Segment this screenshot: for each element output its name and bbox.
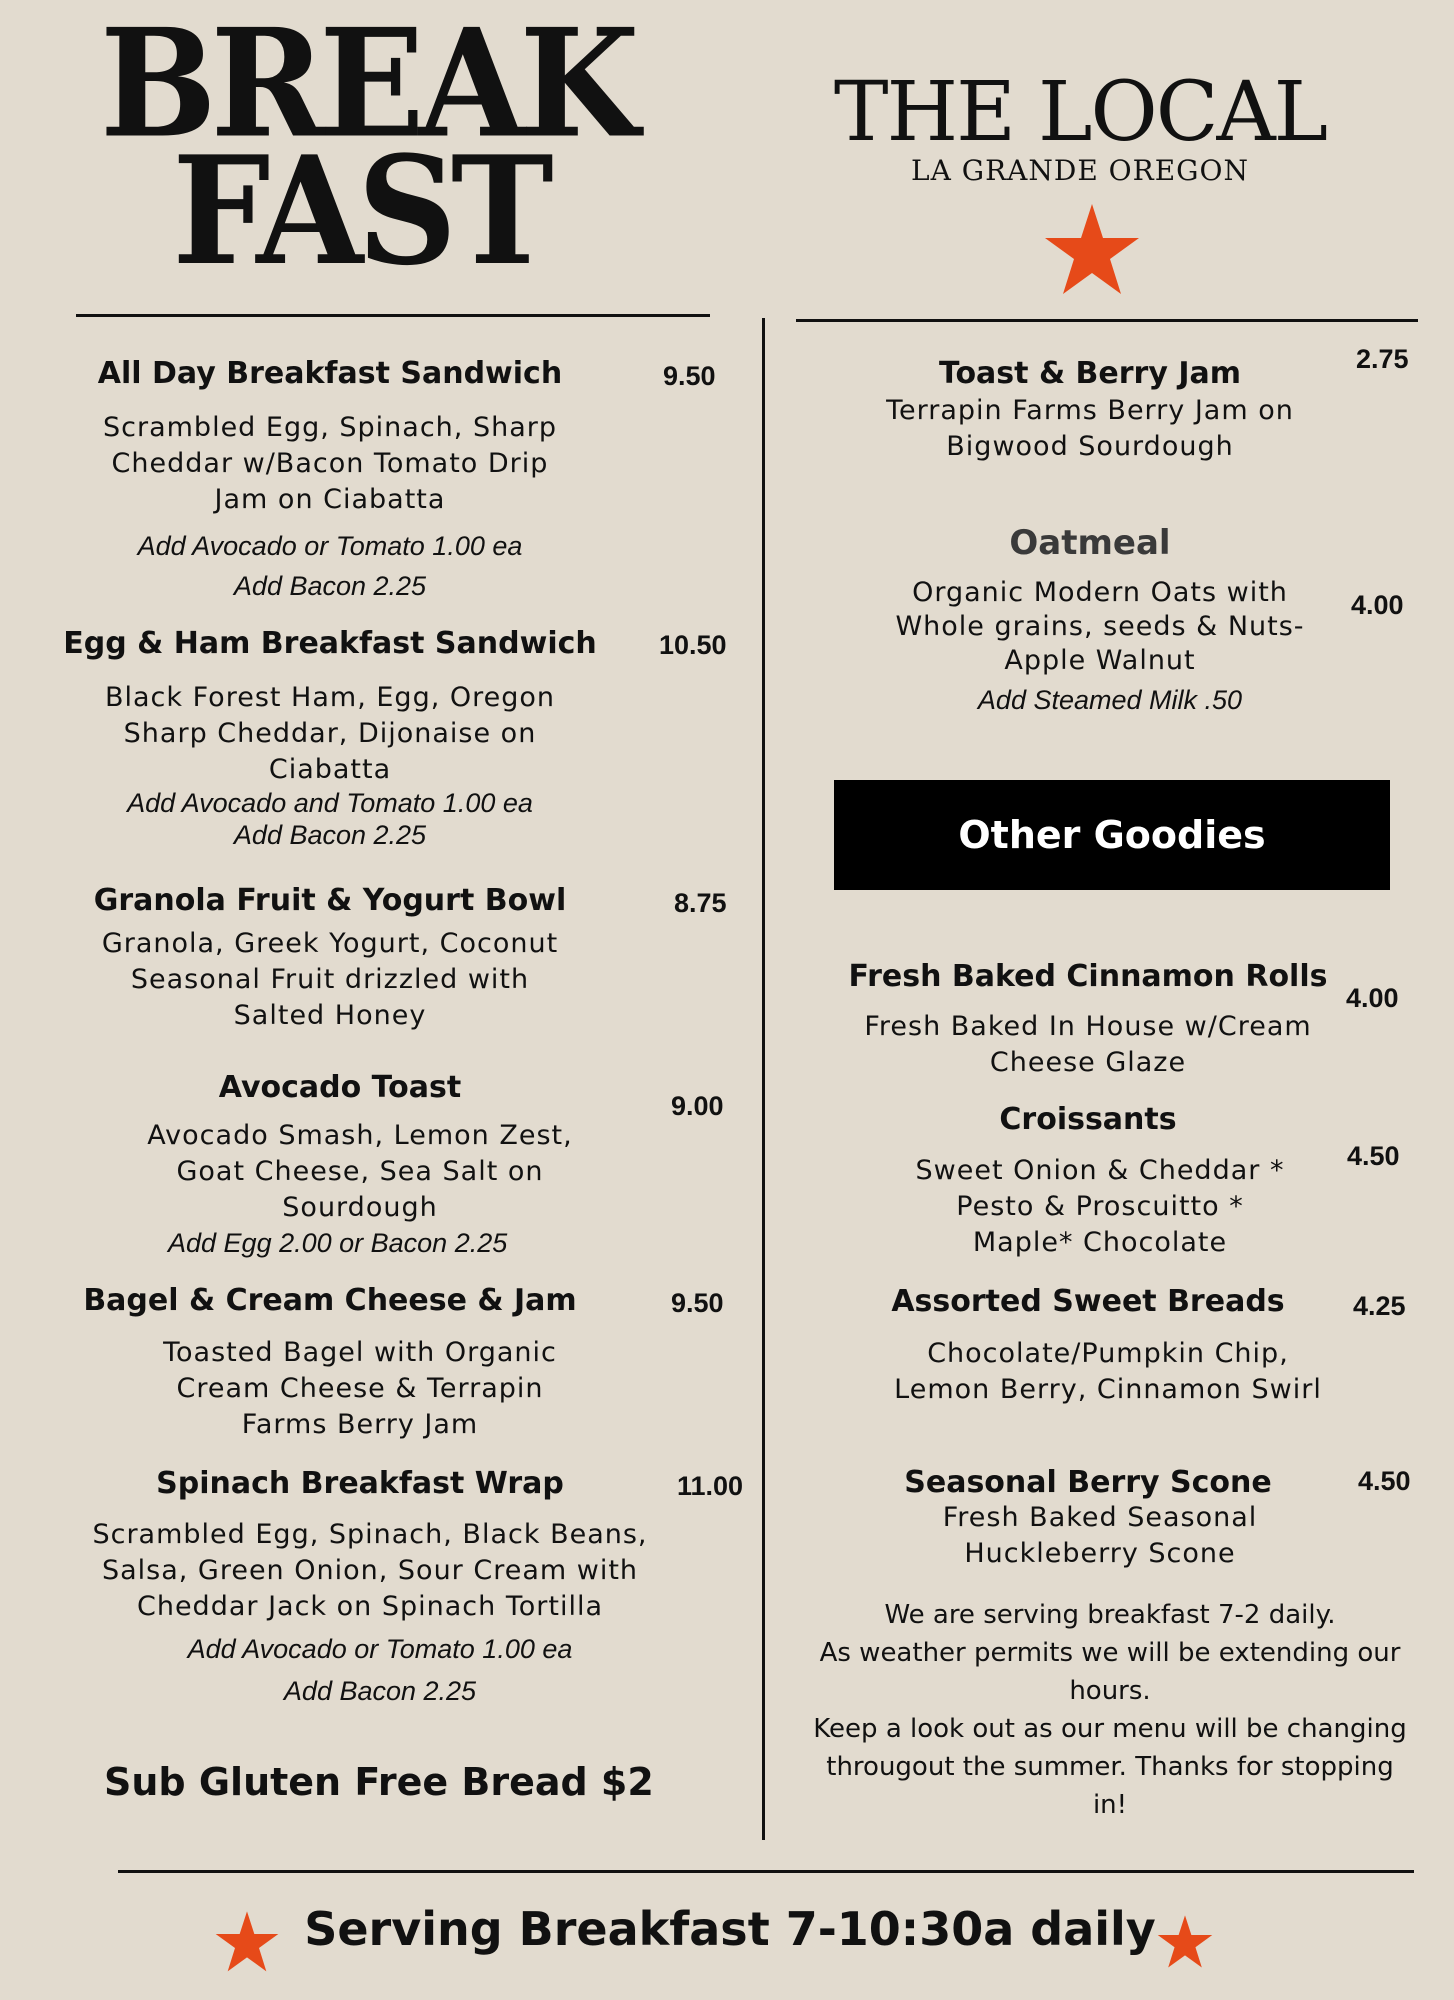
star-icon [213,1910,281,1974]
description-line: Jam on Ciabatta [214,484,446,515]
addon-line: Add Avocado or Tomato 1.00 ea [137,531,523,561]
menu-item-price: 4.00 [1346,983,1399,1013]
brand-location: LA GRANDE OREGON [911,154,1249,187]
note-line: As weather permits we will be extending our [819,1638,1401,1668]
menu-item-name: Fresh Baked Cinnamon Rolls [848,959,1328,994]
description-line: Lemon Berry, Cinnamon Swirl [894,1374,1322,1405]
description-line: Organic Modern Oats with [912,577,1288,608]
description-line: Maple* Chocolate [972,1227,1228,1258]
menu-item-name: All Day Breakfast Sandwich [97,356,563,391]
menu-item-price: 9.50 [671,1288,724,1318]
description-line: Cheddar Jack on Spinach Tortilla [136,1591,603,1622]
addon-line: Add Egg 2.00 or Bacon 2.25 [168,1228,508,1258]
menu-item-addons [90,1227,630,1259]
divider [796,319,1418,322]
description-line: Huckleberry Scone [964,1538,1236,1569]
description-line: Cheddar w/Bacon Tomato Drip [111,448,549,479]
menu-item-name: Avocado Toast [218,1070,462,1105]
description-line: Salsa, Green Onion, Sour Cream with [101,1555,639,1586]
description-line: Salted Honey [233,1000,427,1031]
description-line: Apple Walnut [1004,645,1196,676]
description-line: Chocolate/Pumpkin Chip, [927,1338,1289,1369]
menu-item-price: 8.75 [674,888,727,918]
other-goodies-heading: Other Goodies [834,780,1390,890]
menu-item-addons [60,787,600,851]
description-line: Toasted Bagel with Organic [163,1337,557,1368]
menu-item-description [830,1500,1370,1572]
menu-item-description [90,1118,630,1226]
description-line: Farms Berry Jam [241,1409,479,1440]
addon-line: Add Bacon 2.25 [233,820,427,850]
serving-hours-banner: Serving Breakfast 7-10:30a daily [304,1902,1156,1956]
description-line: Whole grains, seeds & Nuts- [895,611,1305,642]
menu-title-line2: FAST [172,122,548,299]
addon-line: Add Avocado or Tomato 1.00 ea [187,1634,573,1664]
menu-item-description [90,1335,630,1443]
menu-item-addons [60,526,600,606]
menu-item-price: 4.00 [1351,590,1404,620]
menu-item-name: Granola Fruit & Yogurt Bowl [93,883,567,918]
menu-item-description [818,1009,1358,1081]
menu-item-price: 11.00 [677,1471,744,1501]
menu-item-addons [100,1628,660,1712]
gluten-free-note: Sub Gluten Free Bread $2 [104,1760,654,1804]
star-icon [1042,202,1142,298]
addon-line: Add Steamed Milk .50 [977,685,1243,715]
menu-item-price: 4.50 [1358,1466,1411,1496]
description-line: Fresh Baked Seasonal [942,1502,1258,1533]
menu-item-description [90,1517,650,1625]
description-line: Ciabatta [268,754,392,785]
note-line: througout the summer. Thanks for stopping [826,1752,1394,1782]
menu-item-description [60,410,600,518]
brand-name: THE LOCAL [833,65,1327,160]
description-line: Scrambled Egg, Spinach, Black Beans, [92,1519,648,1550]
menu-item-price: 9.50 [663,361,716,391]
description-line: Cheese Glaze [989,1047,1187,1078]
note-line: in! [1092,1790,1128,1820]
menu-title-line1: BREAK [100,0,634,172]
menu-item-price: 4.25 [1353,1291,1406,1321]
hours-note [800,1596,1420,1824]
menu-item-name: Egg & Ham Breakfast Sandwich [63,626,597,661]
menu-item-name: Croissants [999,1102,1177,1137]
description-line: Black Forest Ham, Egg, Oregon [104,682,556,713]
description-line: Pesto & Proscuitto * [956,1191,1244,1222]
description-line: Sweet Onion & Cheddar * [915,1155,1285,1186]
description-line: Fresh Baked In House w/Cream [864,1011,1312,1042]
description-line: Scrambled Egg, Spinach, Sharp [103,412,557,443]
note-line: Keep a look out as our menu will be changing [813,1714,1407,1744]
description-line: Sharp Cheddar, Dijonaise on [123,718,537,749]
note-line: hours. [1069,1676,1151,1706]
menu-item-price: 2.75 [1356,344,1409,374]
divider [118,1870,1414,1873]
column-divider [762,318,765,1840]
note-line: We are serving breakfast 7-2 daily. [884,1600,1336,1630]
addon-line: Add Bacon 2.25 [283,1676,477,1706]
menu-item-name: Oatmeal [1009,523,1171,563]
menu-item-name: Assorted Sweet Breads [891,1284,1285,1319]
description-line: Sourdough [282,1192,438,1223]
menu-item-name: Toast & Berry Jam [938,356,1242,391]
description-line: Goat Cheese, Sea Salt on [176,1156,544,1187]
menu-item-description [60,926,600,1034]
menu-item-price: 4.50 [1347,1141,1400,1171]
description-line: Bigwood Sourdough [946,431,1234,462]
description-line: Terrapin Farms Berry Jam on [886,395,1294,426]
description-line: Avocado Smash, Lemon Zest, [147,1120,573,1151]
description-line: Seasonal Fruit drizzled with [130,964,530,995]
menu-item-name: Bagel & Cream Cheese & Jam [83,1283,577,1318]
menu-item-description [830,576,1370,678]
menu-item-price: 9.00 [671,1091,724,1121]
menu-item-addons [840,684,1380,716]
addon-line: Add Bacon 2.25 [233,571,427,601]
menu-item-description [830,1153,1370,1261]
menu-item-name: Spinach Breakfast Wrap [156,1466,564,1501]
divider [76,314,710,317]
description-line: Cream Cheese & Terrapin [176,1373,544,1404]
addon-line: Add Avocado and Tomato 1.00 ea [127,788,533,818]
star-icon [1156,1914,1214,1970]
menu-item-description [820,393,1360,465]
menu-item-name: Seasonal Berry Scone [904,1465,1272,1500]
menu-item-description [60,680,600,788]
menu-title [100,0,634,299]
menu-item-price: 10.50 [659,630,727,660]
menu-item-description [838,1336,1378,1408]
description-line: Granola, Greek Yogurt, Coconut [101,928,559,959]
